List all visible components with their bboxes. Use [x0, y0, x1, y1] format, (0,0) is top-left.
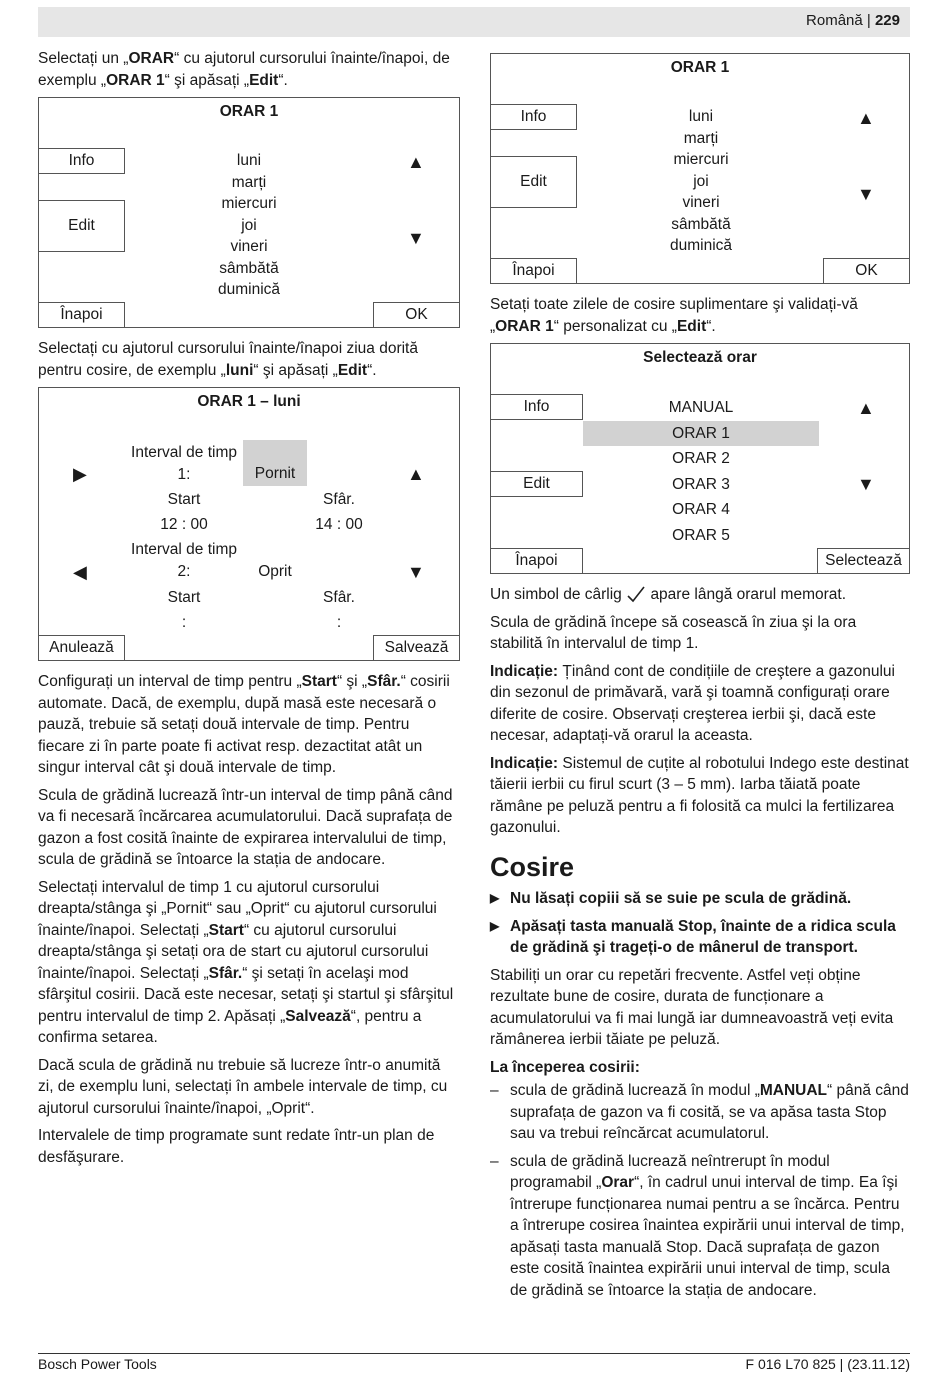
screen-title: ORAR 1	[219, 103, 279, 120]
screen-select-schedule	[490, 343, 910, 574]
triangle-up-icon[interactable]: ▲	[407, 464, 425, 484]
ok-button[interactable]: OK	[823, 258, 910, 284]
screen-title: Selectează orar	[643, 349, 757, 366]
subheading: La începerea cosirii:	[490, 1058, 640, 1076]
note-1: Indicație: Ținând cont de condițiile de creştere a gazonului din sezonul de primăvară, vară şi toamnă configurați orare diferite de cosire. Observați creşterea ierbii şi, dacă este necesar, adaptați-vă orarul la aceasta.	[490, 662, 895, 744]
day-item[interactable]: sâmbătă	[219, 259, 279, 277]
footer-left: Bosch Power Tools	[38, 1356, 157, 1372]
triangle-up-icon[interactable]: ▲	[857, 108, 875, 128]
page-number: 229	[874, 12, 900, 29]
header-language: Română	[806, 12, 863, 29]
triangle-down-icon[interactable]: ▼	[407, 228, 425, 248]
triangle-left-icon[interactable]: ◀	[73, 562, 87, 582]
left-paragraph-6: Dacă scula de grădină nu trebuie să lucreze într-o anumită zi, de exemplu luni, selectați în ambele intervale de timp, cu ajutorul cursorului înainte/înapoi, „Oprit“.	[38, 1056, 448, 1117]
dash-item-1: – scula de grădină lucrează în modul „MANUAL“ până când suprafața de gazon va fi cosită, se va apăsa tasta Stop sau va trebui reîncărcat acumulatorul.	[490, 1080, 910, 1145]
left-paragraph-4: Scula de grădină lucrează într-un interval de timp până când va fi necesară încărcarea acumulatorului. Dacă suprafața de gazon a fost cosită înainte de expirarea intervalului de timp, scula de grădină se întoarce la stația de andocare.	[38, 786, 453, 868]
page-header	[38, 7, 910, 37]
end2-time[interactable]: :	[336, 614, 342, 631]
start-label-2: Start	[167, 589, 201, 606]
start1-time[interactable]: 12 : 00	[160, 516, 208, 533]
day-item[interactable]: luni	[688, 108, 714, 125]
triangle-down-icon[interactable]: ▼	[857, 474, 875, 494]
left-paragraph-2: Selectați cu ajutorul cursorului înainte/înapoi ziua dorită pentru cosire, de exemplu „luni“ şi apăsați „Edit“.	[38, 340, 418, 379]
triangle-down-icon[interactable]: ▼	[857, 184, 875, 204]
ok-button[interactable]: OK	[373, 302, 460, 328]
triangle-right-icon[interactable]: ▶	[73, 464, 87, 484]
section-heading: Cosire	[490, 851, 575, 882]
schedule-item[interactable]: ORAR 2	[672, 450, 730, 467]
interval1-state[interactable]: Pornit	[243, 440, 307, 486]
interval2-state[interactable]: Oprit	[258, 563, 292, 580]
triangle-up-icon[interactable]: ▲	[407, 152, 425, 172]
day-item[interactable]: marți	[231, 173, 267, 191]
screen-orar1	[38, 97, 460, 328]
header-text: Română | 229	[806, 12, 900, 29]
start-label: Start	[167, 491, 201, 508]
day-item[interactable]: miercuri	[221, 195, 277, 212]
day-item[interactable]: vineri	[682, 194, 720, 211]
triangle-down-icon[interactable]: ▼	[407, 562, 425, 582]
day-item[interactable]: joi	[693, 172, 709, 190]
day-item[interactable]: joi	[241, 216, 257, 234]
left-paragraph-5: Selectați intervalul de timp 1 cu ajutorul cursorului dreapta/stânga şi „Pornit“ sau „Oprit“ cu ajutorul cursorului înainte/înapoi. Selectați „Start“ cu ajutorul cursorului dreapta/stânga şi setați ora de start cu ajutorul cursorului înainte/înapoi. Selectați „Sfâr.“ şi setați în acelaşi mod sfârşitul cosirii. Dacă este necesar, setați şi startul şi sfârşitul pentru intervalul de timp 2. Apăsați „Salvează“, pentru a confirma setarea.	[38, 878, 454, 1046]
schedule-item-selected[interactable]: ORAR 1	[583, 421, 819, 447]
back-button[interactable]: Înapoi	[490, 548, 583, 574]
warning-bullet-1: ▶ Nu lăsați copiii să se suie pe scula de grădină.	[490, 888, 910, 910]
info-button[interactable]: Info	[490, 104, 577, 130]
day-item[interactable]: duminică	[217, 281, 281, 298]
schedule-item[interactable]: ORAR 5	[672, 526, 730, 544]
right-paragraph-6: Stabiliți un orar cu repetări frecvente. Astfel veți obține rezultate bune de cosire, durata de funcționare a acumulatorului va fi mai lungă iar dumneavoastră veți evita rămânerea ierbii tăiate pe peluză.	[490, 966, 894, 1048]
footer-divider	[38, 1353, 910, 1354]
warning-bullet-2: ▶ Apăsați tasta manuală Stop, înainte de a ridica scula de grădină şi trageți-o de mânerul de transport.	[490, 916, 910, 959]
footer-right: F 016 L70 825 | (23.11.12)	[745, 1356, 910, 1372]
save-button[interactable]: Salvează	[373, 635, 460, 661]
right-paragraph-2: Un simbol de cârlig apare lângă orarul memorat.	[490, 586, 847, 603]
day-item[interactable]: vineri	[230, 238, 268, 255]
edit-button[interactable]: Edit	[490, 471, 583, 497]
interval1-label: Interval de timp 1:	[131, 444, 237, 483]
end-label-2: Sfâr.	[323, 589, 355, 606]
interval2-label: Interval de timp 2:	[131, 541, 237, 580]
days-list	[631, 106, 771, 257]
edit-button[interactable]: Edit	[38, 200, 125, 252]
left-paragraph-1: Selectați un „ORAR“ cu ajutorul cursorului înainte/înapoi, de exemplu „ORAR 1“ şi apăsați „Edit“.	[38, 50, 450, 89]
info-button[interactable]: Info	[38, 148, 125, 174]
start2-time[interactable]: :	[181, 614, 187, 631]
left-paragraph-7: Intervalele de timp programate sunt redate într-un plan de desfăşurare.	[38, 1127, 435, 1166]
back-button[interactable]: Înapoi	[38, 302, 125, 328]
left-column	[38, 48, 460, 1174]
day-item[interactable]: luni	[236, 152, 262, 169]
day-item[interactable]: sâmbătă	[671, 215, 731, 233]
right-paragraph-3: Scula de grădină începe să cosească în ziua şi la ora stabilită în intervalul de timp 1.	[490, 613, 857, 652]
info-button[interactable]: Info	[490, 394, 583, 420]
days-list	[179, 150, 319, 301]
end1-time[interactable]: 14 : 00	[315, 516, 363, 533]
back-button[interactable]: Înapoi	[490, 258, 577, 284]
right-paragraph-1: Setați toate zilele de cosire suplimentare şi validați-vă „ORAR 1“ personalizat cu „Edit“.	[490, 296, 858, 335]
screen-title: ORAR 1	[670, 59, 730, 76]
note-2: Indicație: Sistemul de cuțite al robotului Indego este destinat tăierii ierbii cu firul scurt (3 – 5 mm). Iarba tăiată poate rămâne pe peluză pentru a fi folosită ca mulci la fertilizarea gazonului.	[490, 754, 909, 836]
screen-title: ORAR 1 – luni	[197, 393, 301, 410]
day-item[interactable]: duminică	[669, 237, 733, 254]
end-label: Sfâr.	[323, 491, 355, 508]
right-column	[490, 53, 910, 1307]
schedule-item[interactable]: ORAR 3	[672, 475, 730, 493]
screen-orar1-b	[490, 53, 910, 284]
checkmark-icon	[626, 585, 646, 603]
edit-button[interactable]: Edit	[490, 156, 577, 208]
schedule-item-manual[interactable]: MANUAL	[668, 399, 734, 416]
day-item[interactable]: marți	[683, 129, 719, 147]
left-paragraph-3: Configurați un interval de timp pentru „Start“ şi „Sfâr.“ cosirii automate. Dacă, de exemplu, după masă este necesară o pauză, trebuie să setați două intervale de timp. Pentru fiecare zi în parte poate fi activat resp. dezactitat atât un singur interval cât şi două intervale de timp.	[38, 673, 450, 776]
day-item[interactable]: miercuri	[673, 151, 729, 168]
screen-orar1-luni	[38, 387, 460, 661]
triangle-up-icon[interactable]: ▲	[857, 398, 875, 418]
dash-item-2: – scula de grădină lucrează neîntrerupt în modul programabil „Orar“, în cadrul unui interval de timp. Ea îşi întrerupe funcționarea numai pentru a se încărca. Pentru a întrerupe cosirea înaintea expirării unui interval de timp, apăsați tasta manuală Stop. Dacă suprafața de gazon este cosită înaintea expirării unui interval de timp, scula de grădină se întoarce la stația de andocare.	[490, 1151, 910, 1302]
select-button[interactable]: Selectează	[817, 548, 910, 574]
schedule-list	[583, 395, 819, 548]
cancel-button[interactable]: Anulează	[38, 635, 125, 661]
schedule-item[interactable]: ORAR 4	[672, 501, 730, 518]
